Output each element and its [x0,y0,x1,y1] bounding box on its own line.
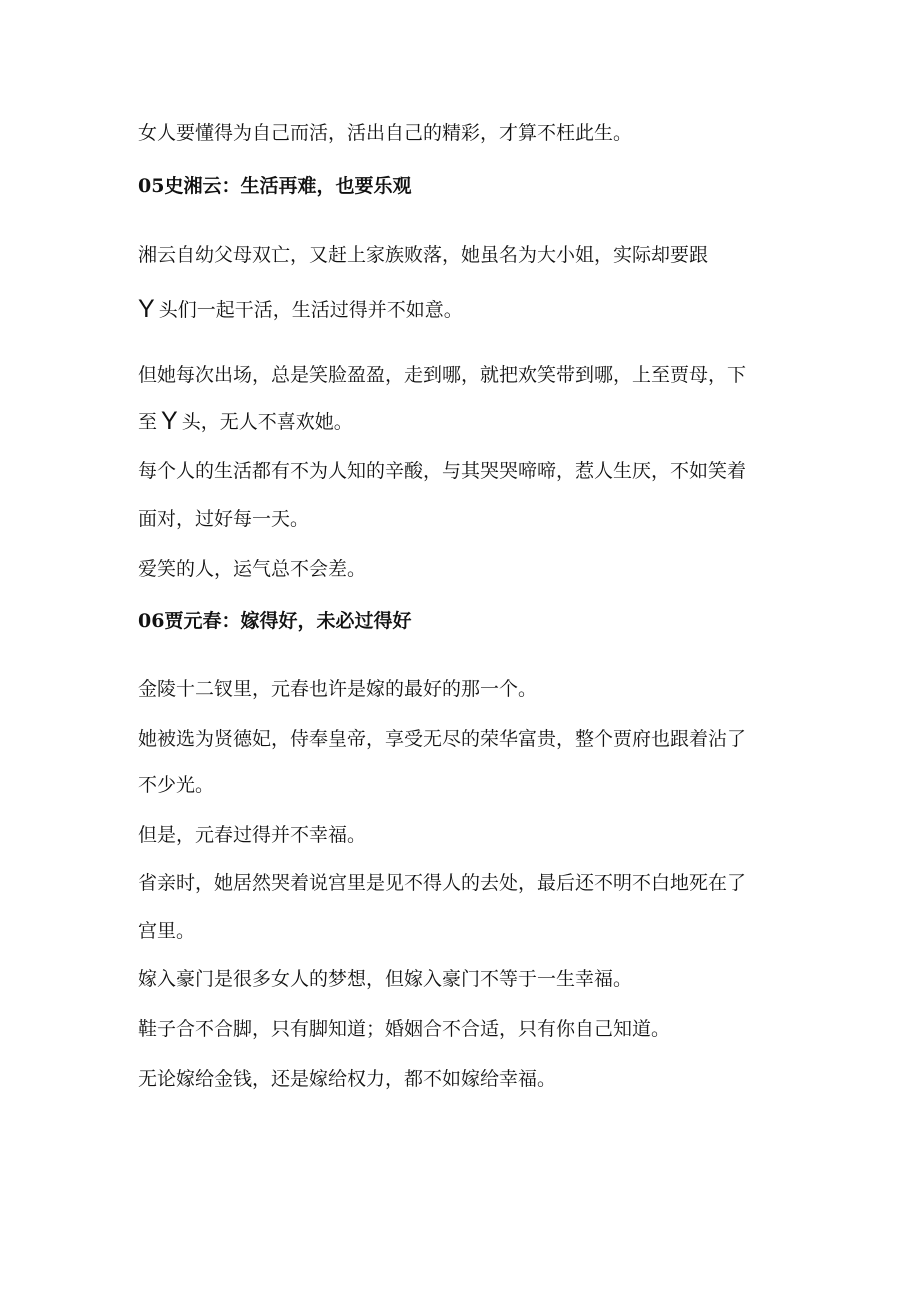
paragraph-smile-line-1: 但她每次出场，总是笑脸盈盈，走到哪，就把欢笑带到哪，上至贾母，下 [138,364,747,386]
paragraph-xiangyun-line-2 [138,297,463,322]
paragraph-intro-end: 女人要懂得为自己而活，活出自己的精彩，才算不枉此生。 [138,122,633,144]
paragraph-life-line-2: 面对，过好每一天。 [138,508,310,530]
paragraph-consort-line-1: 她被选为贤德妃，侍奉皇帝，享受无尽的荣华富贵，整个贾府也跟着沾了 [138,728,747,750]
paragraph-xiangyun-line-2-text: 头们一起干活，生活过得并不如意。 [158,299,463,321]
paragraph-life-line-1: 每个人的生活都有不为人知的辛酸，与其哭哭啼啼，惹人生厌，不如笑着 [138,460,747,482]
section-heading-05: 05史湘云：生活再难，也要乐观 [138,175,412,197]
paragraph-shoes: 鞋子合不合脚，只有脚知道；婚姻合不合适，只有你自己知道。 [138,1018,671,1040]
paragraph-smile-line-2 [138,409,353,434]
section-heading-06: 06贾元春：嫁得好，未必过得好 [138,610,412,632]
paragraph-smile-line-2-text: 头，无人不喜欢她。 [181,411,353,433]
paragraph-consort-line-2: 不少光。 [138,774,215,796]
paragraph-palace-line-1: 省亲时，她居然哭着说宫里是见不得人的去处，最后还不明不白地死在了 [138,872,747,894]
big-y-glyph: Y [161,407,178,435]
paragraph-smile-line-2-prefix: 至 [138,411,158,433]
paragraph-marry-happiness: 无论嫁给金钱，还是嫁给权力，都不如嫁给幸福。 [138,1068,557,1090]
paragraph-marry-dream: 嫁入豪门是很多女人的梦想，但嫁入豪门不等于一生幸福。 [138,968,633,990]
paragraph-yuanchun-intro: 金陵十二钗里，元春也许是嫁的最好的那一个。 [138,678,538,700]
paragraph-xiangyun-line-1: 湘云自幼父母双亡，又赶上家族败落，她虽名为大小姐，实际却要跟 [138,244,709,266]
paragraph-not-happy: 但是，元春过得并不幸福。 [138,824,367,846]
big-y-glyph: Y [138,295,155,323]
paragraph-luck: 爱笑的人，运气总不会差。 [138,558,367,580]
paragraph-palace-line-2: 宫里。 [138,920,196,942]
